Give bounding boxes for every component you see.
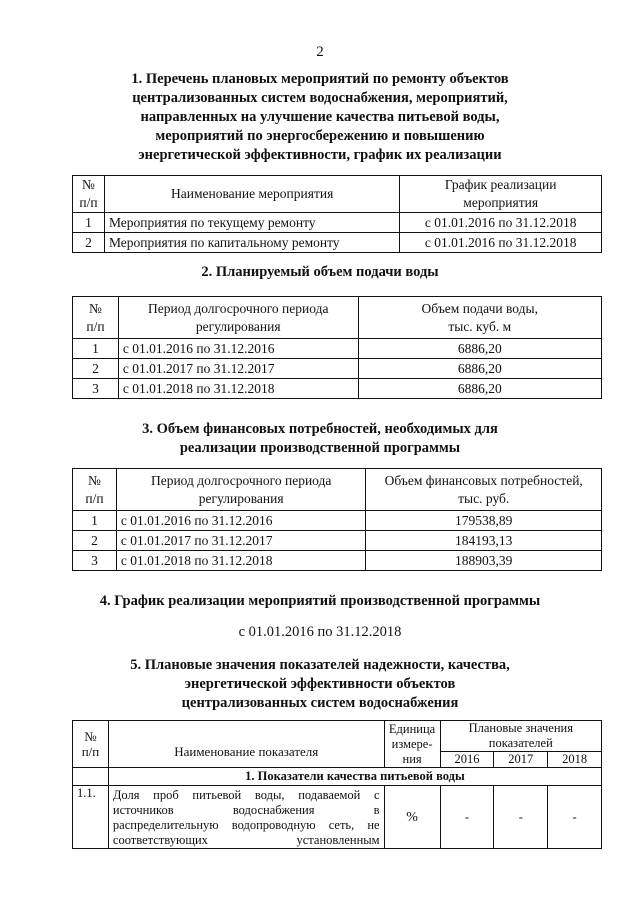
volume-cell: 6886,20 [358,339,601,359]
subsection-row [73,768,602,786]
period-cell: с 01.01.2018 по 31.12.2018 [118,379,358,399]
col-unit-line: измере- [391,736,433,751]
col-name-header: Наименование мероприятия [104,176,399,213]
section5-title-line: централизованных систем водоснабжения [181,695,459,711]
finance-cell: 188903,39 [366,551,602,571]
col-num-line: п/п [86,318,105,334]
col-finance-line: Объем финансовых потребностей, [384,472,583,488]
value-2016: - [440,786,494,849]
col-period-line: регулирования [195,318,281,334]
volume-cell: 6886,20 [358,359,601,379]
col-num-header [73,469,117,511]
indicator-name-line: распределительную водопроводную сеть, не [112,818,380,832]
row-number: 1 [73,339,119,359]
section3-title [0,420,640,458]
col-period-header [116,469,366,511]
finance-cell: 184193,13 [366,531,602,551]
row-number: 2 [73,359,119,379]
year-2018-header: 2018 [548,752,602,768]
col-indicator-header: Наименование показателя [108,721,384,768]
year-2017-header: 2017 [494,752,548,768]
section5-title-line: энергетической эффективности объектов [184,676,456,692]
table-header-row [73,297,602,339]
col-num-line: п/п [79,195,98,210]
table-header-row [73,176,602,213]
section2-title-line: 2. Планируемый объем подачи воды [201,264,439,280]
col-plan-header [440,721,601,752]
section3-title-line: 3. Объем финансовых потребностей, необходимых для [142,421,498,437]
finance-cell: 179538,89 [366,511,602,531]
col-num-line: № [84,729,97,744]
col-num-header [73,176,105,213]
table-row [73,786,602,849]
col-plan-line: Плановые значения [468,721,573,735]
value-2017: - [494,786,548,849]
section4-title [0,592,640,611]
table-row [73,339,602,359]
table-row [73,213,602,233]
period-cell: с 01.01.2018 по 31.12.2018 [116,551,366,571]
period-cell: с 01.01.2017 по 31.12.2017 [116,531,366,551]
table-row [73,511,602,531]
section1-title-line: 1. Перечень плановых мероприятий по ремонту объектов [131,71,509,87]
unit-cell: % [384,786,440,849]
indicator-name-line: Доля проб питьевой воды, подаваемой с [112,788,380,802]
col-schedule-line: График реализации [444,177,557,192]
indicator-name-line: источников водоснабжения в [112,803,380,817]
activity-name: Мероприятия по капитальному ремонту [104,233,399,253]
section5-title-line: 5. Плановые значения показателей надежности, качества, [130,657,510,673]
section2-title [0,263,640,282]
col-period-line: Период долгосрочного периода [150,472,332,488]
financial-needs-table [72,468,602,571]
row-number: 2 [73,531,117,551]
section3-title-line: реализации производственной программы [179,440,461,456]
indicators-table [72,720,602,849]
col-period-header [118,297,358,339]
col-num-header [73,721,109,768]
year-2016-header: 2016 [440,752,494,768]
section1-title-line: направленных на улучшение качества питьевой воды, [140,109,500,125]
section1-title [0,70,640,165]
col-period-line: регулирования [198,490,284,506]
row-number: 1 [73,213,105,233]
col-num-line: № [82,177,95,192]
table-row [73,531,602,551]
row-number: 1.1. [73,786,109,849]
col-finance-header [366,469,602,511]
col-num-line: п/п [85,490,104,506]
col-num-line: п/п [81,744,100,759]
subsection-spacer [73,768,109,786]
period-cell: с 01.01.2016 по 31.12.2016 [116,511,366,531]
row-number: 3 [73,551,117,571]
table-row [73,379,602,399]
col-unit-header [384,721,440,768]
section1-title-line: централизованных систем водоснабжения, мероприятий, [132,90,508,106]
table-row [73,551,602,571]
section1-title-line: энергетической эффективности, график их реализации [138,147,502,163]
activity-name: Мероприятия по текущему ремонту [104,213,399,233]
col-schedule-header [400,176,602,213]
indicator-name-line: соответствующих установленным [112,833,380,847]
col-period-line: Период долгосрочного периода [148,300,329,316]
row-number: 3 [73,379,119,399]
col-finance-line: тыс. руб. [458,490,510,506]
row-number: 2 [73,233,105,253]
activity-period: с 01.01.2016 по 31.12.2018 [400,213,602,233]
col-volume-line: Объем подачи воды, [421,300,538,316]
period-cell: с 01.01.2017 по 31.12.2017 [118,359,358,379]
section5-title [0,656,640,713]
col-num-line: № [89,300,102,316]
subsection-title: 1. Показатели качества питьевой воды [108,768,601,786]
col-volume-line: тыс. куб. м [448,318,512,334]
activity-period: с 01.01.2016 по 31.12.2018 [400,233,602,253]
col-num-header [73,297,119,339]
table-header-row [73,721,602,752]
table-row [73,359,602,379]
value-2018: - [548,786,602,849]
period-cell: с 01.01.2016 по 31.12.2016 [118,339,358,359]
program-period: с 01.01.2016 по 31.12.2018 [238,624,402,640]
row-number: 1 [73,511,117,531]
col-volume-header [358,297,601,339]
table-row [73,233,602,253]
table-header-row [73,469,602,511]
col-unit-line: ния [402,751,422,766]
col-schedule-line: мероприятия [463,195,539,210]
indicator-name [108,786,384,849]
col-unit-line: Единица [388,721,436,736]
col-plan-line: показателей [488,736,553,750]
col-num-line: № [88,472,101,488]
section1-title-line: мероприятий по энергосбережению и повышению [155,128,485,144]
activities-table [72,175,602,253]
section4-title-line: 4. График реализации мероприятий производственной программы [99,593,541,609]
page-number: 2 [316,44,324,60]
volume-cell: 6886,20 [358,379,601,399]
water-supply-table [72,296,602,399]
